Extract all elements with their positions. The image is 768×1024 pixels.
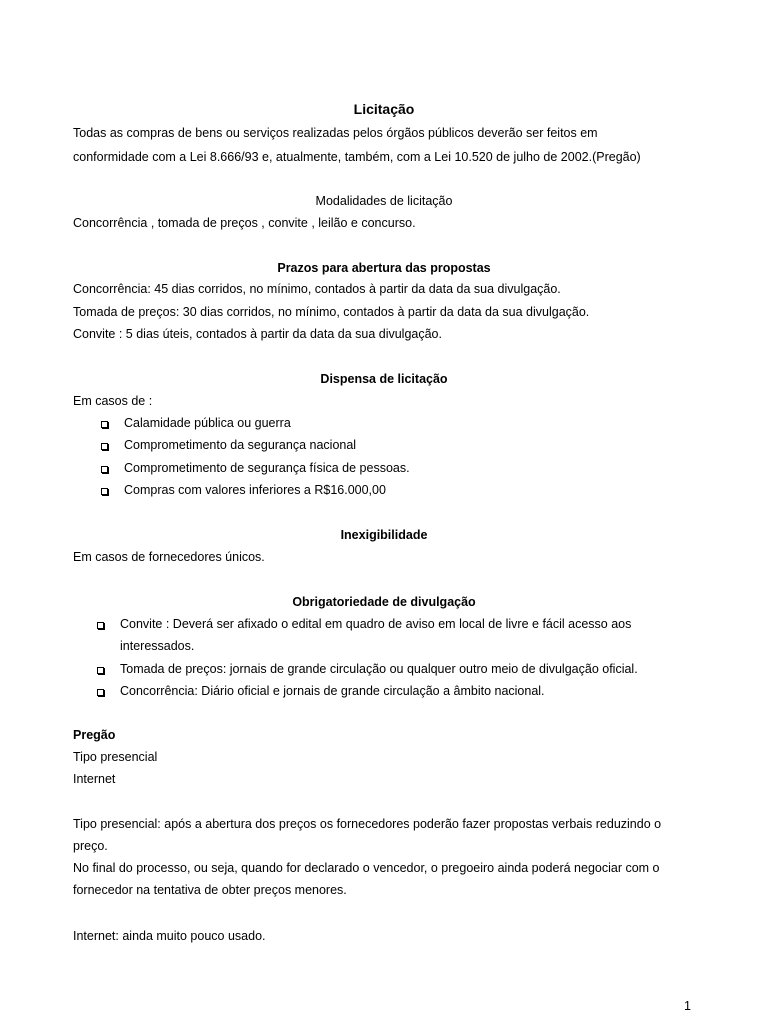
dispensa-item: Compras com valores inferiores a R$16.000,00: [124, 483, 386, 497]
page-number: 1: [684, 999, 691, 1013]
prazos-line: Convite : 5 dias úteis, contados à partir da data da sua divulgação.: [73, 327, 442, 341]
obrigatoriedade-item-continuation: interessados.: [120, 639, 195, 653]
pregao-final-line-1: No final do processo, ou seja, quando for declarado o vencedor, o pregoeiro ainda poderá negociar com o: [73, 861, 660, 875]
pregao-presencial-line-1: Tipo presencial: após a abertura dos preços os fornecedores poderão fazer propostas verbais reduzindo o: [73, 817, 662, 831]
modalidades-text: Concorrência , tomada de preços , convite , leilão e concurso.: [73, 216, 416, 230]
square-bullet-icon: [97, 689, 104, 696]
intro-line-2: conformidade com a Lei 8.666/93 e, atualmente, também, com a Lei 10.520 de julho de 2002.(Pregão): [73, 150, 641, 164]
pregao-internet: Internet: ainda muito pouco usado.: [73, 929, 266, 943]
dispensa-intro: Em casos de :: [73, 394, 153, 408]
square-bullet-icon: [101, 443, 108, 450]
modalidades-heading: Modalidades de licitação: [315, 194, 453, 208]
pregao-type: Internet: [73, 772, 116, 786]
inexigibilidade-heading: Inexigibilidade: [340, 528, 428, 542]
pregao-final-line-2: fornecedor na tentativa de obter preços menores.: [73, 883, 347, 897]
document-title: Licitação: [353, 101, 415, 117]
prazos-heading: Prazos para abertura das propostas: [277, 261, 491, 275]
square-bullet-icon: [101, 466, 108, 473]
obrigatoriedade-item: Concorrência: Diário oficial e jornais de grande circulação a âmbito nacional.: [120, 684, 545, 698]
square-bullet-icon: [101, 421, 108, 428]
dispensa-heading: Dispensa de licitação: [320, 372, 448, 386]
prazos-line: Concorrência: 45 dias corridos, no mínimo, contados à partir da data da sua divulgação.: [73, 282, 561, 296]
pregao-type: Tipo presencial: [73, 750, 158, 764]
dispensa-item: Calamidade pública ou guerra: [124, 416, 291, 430]
pregao-presencial-line-2: preço.: [73, 839, 108, 853]
obrigatoriedade-item: Convite : Deverá ser afixado o edital em quadro de aviso em local de livre e fácil acesso aos: [120, 617, 632, 631]
inexigibilidade-text: Em casos de fornecedores únicos.: [73, 550, 265, 564]
dispensa-item: Comprometimento da segurança nacional: [124, 438, 357, 452]
intro-line-1: Todas as compras de bens ou serviços realizadas pelos órgãos públicos deverão ser feitos em: [73, 126, 598, 140]
obrigatoriedade-heading: Obrigatoriedade de divulgação: [292, 595, 476, 609]
prazos-line: Tomada de preços: 30 dias corridos, no mínimo, contados à partir da data da sua divulgação.: [73, 305, 590, 319]
square-bullet-icon: [97, 622, 104, 629]
obrigatoriedade-item: Tomada de preços: jornais de grande circulação ou qualquer outro meio de divulgação oficial.: [120, 662, 638, 676]
square-bullet-icon: [101, 488, 108, 495]
square-bullet-icon: [97, 667, 104, 674]
dispensa-item: Comprometimento de segurança física de pessoas.: [124, 461, 410, 475]
pregao-heading: Pregão: [73, 728, 116, 742]
